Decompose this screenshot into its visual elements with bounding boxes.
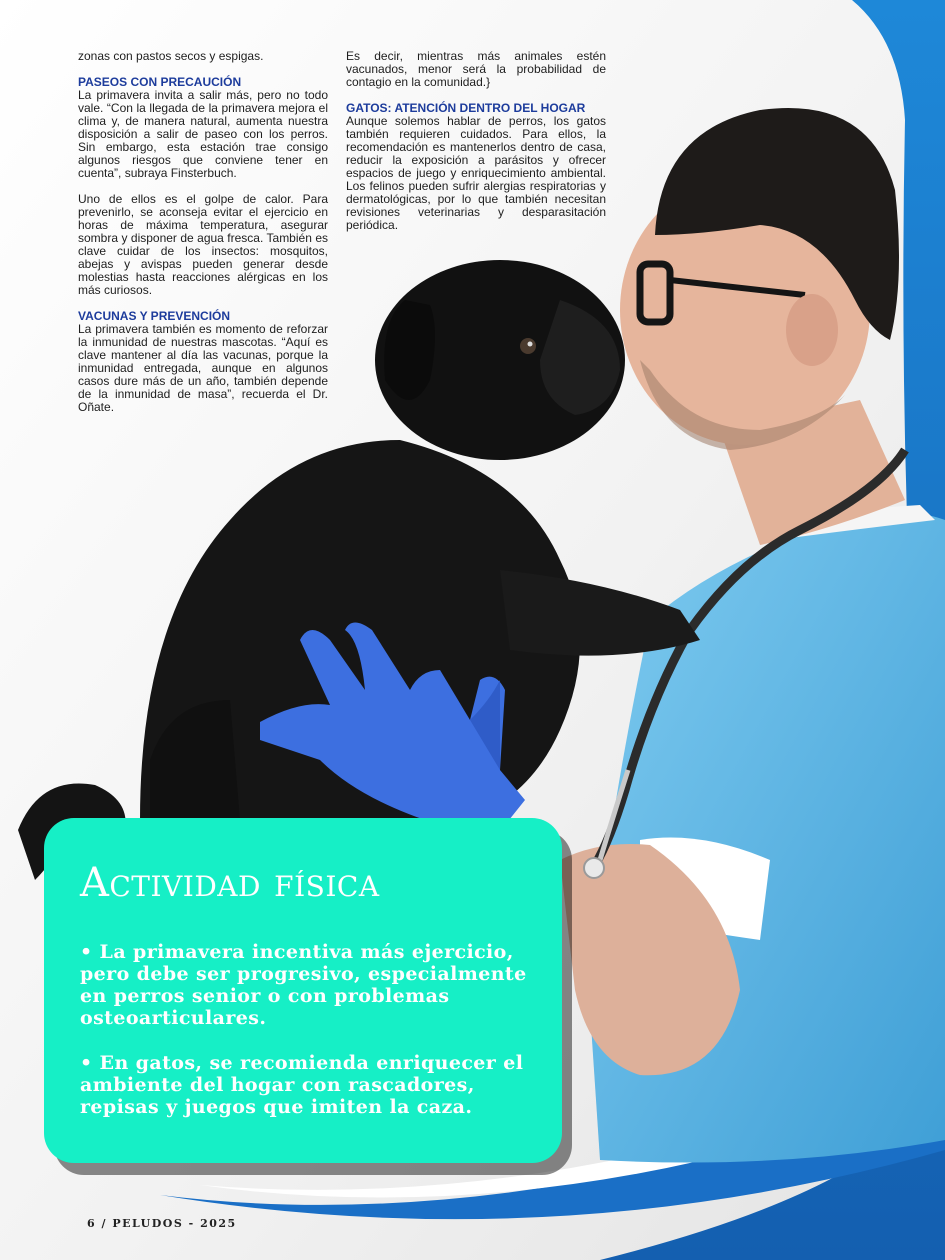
section-vacunas-text: La primavera también es momento de reforzar la inmunidad de nuestras mascotas. “Aquí es clave mantener al día las vacunas, porque la inmunidad entregada, aunque en algunos casos dure más de un año, también depende de la inmunidad de masa”, recuerda el Dr. Oñate. (78, 322, 328, 414)
article-column-right (346, 50, 606, 232)
intro-text: zonas con pastos secos y espigas. (78, 49, 264, 63)
article-column-left (78, 50, 328, 414)
continuation-text: Es decir, mientras más animales estén vacunados, menor será la probabilidad de contagio en la comunidad.} (346, 49, 606, 89)
page-number: 6 (87, 1217, 97, 1230)
page-footer (87, 1217, 237, 1230)
section-heading-gatos: GATOS: ATENCIÓN DENTRO DEL HOGAR (346, 101, 586, 115)
section-heading-vacunas: VACUNAS Y PREVENCIÓN (78, 309, 231, 323)
callout-actividad-fisica (44, 818, 562, 1163)
callout-bullet-1: • La primavera incentiva más ejercicio, pero debe ser progresivo, especialmente en perros senior o con problemas osteoarticulares. (80, 941, 527, 1029)
section-paseos-text: La primavera invita a salir más, pero no todo vale. “Con la llegada de la primavera mejora el clima y, de manera natural, aumenta nuestra disposición a salir de paseo con los perros. Sin embargo, esta estación trae consigo algunos riesgos que conviene tener en cuenta”, subraya Finsterbuch. (78, 88, 328, 180)
section-heading-paseos: PASEOS CON PRECAUCIÓN (78, 75, 242, 89)
publication-name: PELUDOS (112, 1217, 184, 1230)
publication-year: - 2025 (188, 1217, 237, 1230)
callout-title: Actividad física (80, 860, 380, 906)
callout-bullet-2: • En gatos, se recomienda enriquecer el ambiente del hogar con rascadores, repisas y juegos que imiten la caza. (80, 1052, 524, 1118)
footer-separator: / (101, 1217, 108, 1230)
section-gatos-text: Aunque solemos hablar de perros, los gatos también requieren cuidados. Para ellos, la recomendación es mantenerlos dentro de casa, reducir la exposición a parásitos y ofrecer espacios de juego y enriquecimiento ambiental. Los felinos pueden sufrir alergias respiratorias y dermatológicas, por lo que también necesitan revisiones veterinarias y desparasitación periódica. (346, 114, 606, 232)
section-paseos-text-2: Uno de ellos es el golpe de calor. Para prevenirlo, se aconseja evitar el ejercicio en horas de máxima temperatura, asegurar sombra y disponer de agua fresca. También es clave cuidar de los insectos: mosquitos, abejas y avispas pueden generar desde molestias hasta reacciones alérgicas en los más curiosos. (78, 192, 328, 297)
